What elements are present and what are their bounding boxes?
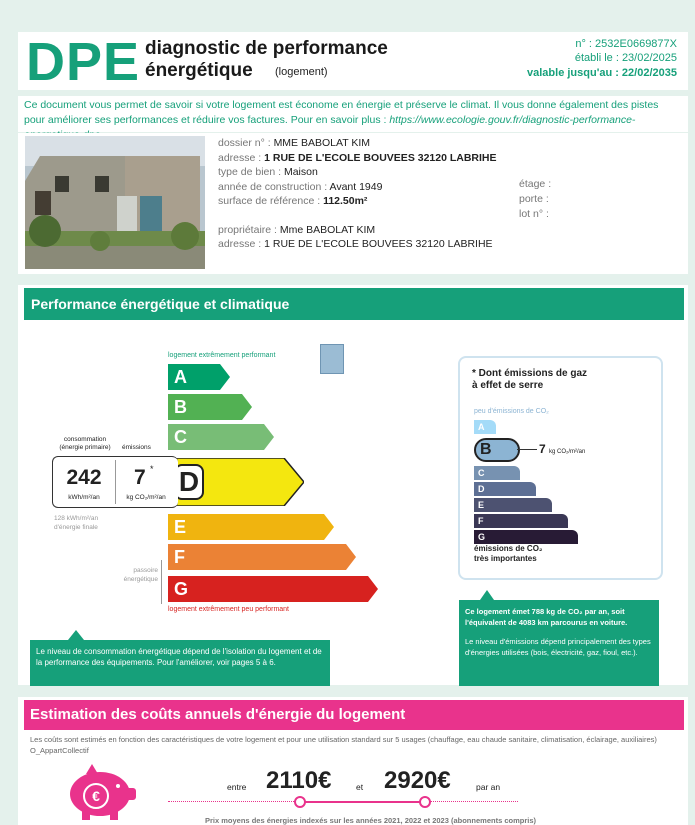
emissions-value: 7 — [134, 466, 146, 489]
dpe-logo: DPE — [26, 32, 141, 92]
intro-text: Ce document vous permet de savoir si votre logement est économe en énergie et préserve le climat. Il vous donne également des pistes pour améliorer ses performances et réduire vos factures. Pour en savoir plus : — [24, 99, 659, 126]
energy-class-a — [168, 364, 230, 390]
ges-value: 7 — [539, 442, 546, 456]
performance-title: Performance énergétique et climatique — [24, 288, 684, 320]
costs-description: Les coûts sont estimés en fonction des caractéristiques de votre logement et pour une utilisation standard sur 5 usages (chauffage, eau chaude sanitaire, climatisation, éclairage, auxiliaires) O_AppartCollectif — [30, 735, 657, 755]
lot-label: lot n° : — [519, 208, 549, 220]
consumption-label: consommation (énergie primaire) — [59, 436, 111, 451]
energy-class-f — [168, 544, 356, 570]
energy-class-letter: E — [174, 517, 187, 537]
costs-and: et — [356, 782, 364, 792]
ges-top-label: peu d'émissions de CO₂ — [474, 408, 549, 415]
energy-class-letter: B — [174, 397, 187, 417]
title-line1: diagnostic de performance — [145, 38, 388, 59]
address-line: adresse : 1 RUE DE L'ECOLE BOUVEES 32120 LABRIHE — [218, 152, 497, 164]
dpe-number: n° : 2532E0669877X — [575, 38, 677, 50]
costs-footnote: Prix moyens des énergies indexés sur les années 2021, 2022 et 2023 (abonnements compris) — [205, 816, 536, 825]
consumption-value: 242 — [66, 466, 102, 489]
ges-tooltip: Ce logement émet 788 kg de CO₂ par an, soit l'équivalent de 4083 km parcourus en voiture. Le niveau d'émissions dépend principalement des types d'énergies utilisées (bois, électricité, gaz, fioul, etc.). — [459, 600, 659, 686]
emissions-unit: kg CO₂/m²/an — [126, 494, 166, 501]
title-line2: énergétique — [145, 60, 253, 81]
intro-panel — [18, 96, 688, 132]
owner-line: propriétaire : Mme BABOLAT KIM — [218, 224, 376, 236]
emissions-label: émissions — [122, 444, 151, 451]
energy-class-letter: F — [174, 547, 185, 567]
ges-pointer-line — [517, 449, 537, 450]
costs-range-min-marker — [294, 796, 306, 808]
piggy-bank-icon — [58, 764, 140, 825]
energy-class-e — [168, 514, 334, 540]
type-line: type de bien : Maison — [218, 166, 318, 178]
ges-unit: kg CO₂/m²/an — [549, 449, 586, 455]
ges-class-a: A — [474, 420, 496, 434]
energy-class-letter: G — [174, 579, 189, 599]
consumption-divider — [115, 460, 116, 504]
energy-class-letter: D — [174, 464, 204, 500]
costs-range-line — [300, 801, 425, 803]
passoire-bracket — [161, 560, 162, 604]
energy-class-letter: A — [174, 367, 187, 387]
energy-class-d — [168, 458, 304, 506]
established-date: établi le : 23/02/2025 — [574, 52, 677, 64]
costs-between: entre — [227, 782, 247, 792]
consumption-unit: kWh/m²/an — [68, 494, 100, 501]
costs-max: 2920€ — [384, 767, 451, 794]
ges-title: * Dont émissions de gaz à effet de serre — [472, 368, 588, 391]
energy-class-letter: C — [174, 427, 187, 447]
ges-class-d: D — [474, 482, 536, 496]
ges-class-c: C — [474, 466, 520, 480]
dossier-line: dossier n° : MME BABOLAT KIM — [218, 137, 371, 149]
costs-range-max-marker — [419, 796, 431, 808]
intro-link[interactable]: https://www.ecologie.gouv.fr/diagnostic-performance- — [389, 114, 636, 126]
etage-label: étage : — [519, 178, 552, 190]
porte-label: porte : — [519, 193, 549, 205]
subtitle: (logement) — [275, 66, 328, 78]
final-energy-note: 128 kWh/m²/an d'énergie finale — [54, 515, 99, 531]
ges-bottom-label: émissions de CO₂ très importantes — [474, 544, 543, 563]
year-line: année de construction : Avant 1949 — [218, 181, 383, 193]
valid-until: valable jusqu'au : 22/02/2035 — [527, 67, 677, 79]
owner-address-line: adresse : 1 RUE DE L'ECOLE BOUVEES 32120 LABRIHE — [218, 238, 493, 250]
costs-per-year: par an — [476, 782, 501, 792]
energy-bottom-label: logement extrêmement peu performant — [168, 606, 290, 613]
ges-class-e: E — [474, 498, 552, 512]
surface-line: surface de référence : 112.50m² — [218, 195, 368, 207]
legend-square — [320, 344, 344, 374]
house-photo — [25, 136, 205, 269]
emissions-star: * — [150, 464, 154, 474]
energy-tooltip: Le niveau de consommation énergétique dépend de l'isolation du logement et de la performance des équipements. Pour l'améliorer, voir pages 5 à 6. — [30, 640, 330, 686]
passoire-label: passoire énergétique — [123, 567, 158, 583]
costs-min: 2110€ — [266, 767, 332, 794]
energy-tooltip-arrow — [68, 630, 84, 640]
svg-text:€: € — [92, 788, 100, 804]
costs-title: Estimation des coûts annuels d'énergie du logement — [24, 700, 684, 730]
ges-class-g: G — [474, 530, 578, 544]
ges-tooltip-arrow — [480, 590, 494, 600]
energy-class-c — [168, 424, 274, 450]
energy-class-g — [168, 576, 378, 602]
ges-class-b: B — [474, 438, 520, 462]
energy-top-label: logement extrêmement performant — [168, 352, 276, 359]
ges-class-f: F — [474, 514, 568, 528]
energy-class-b — [168, 394, 252, 420]
